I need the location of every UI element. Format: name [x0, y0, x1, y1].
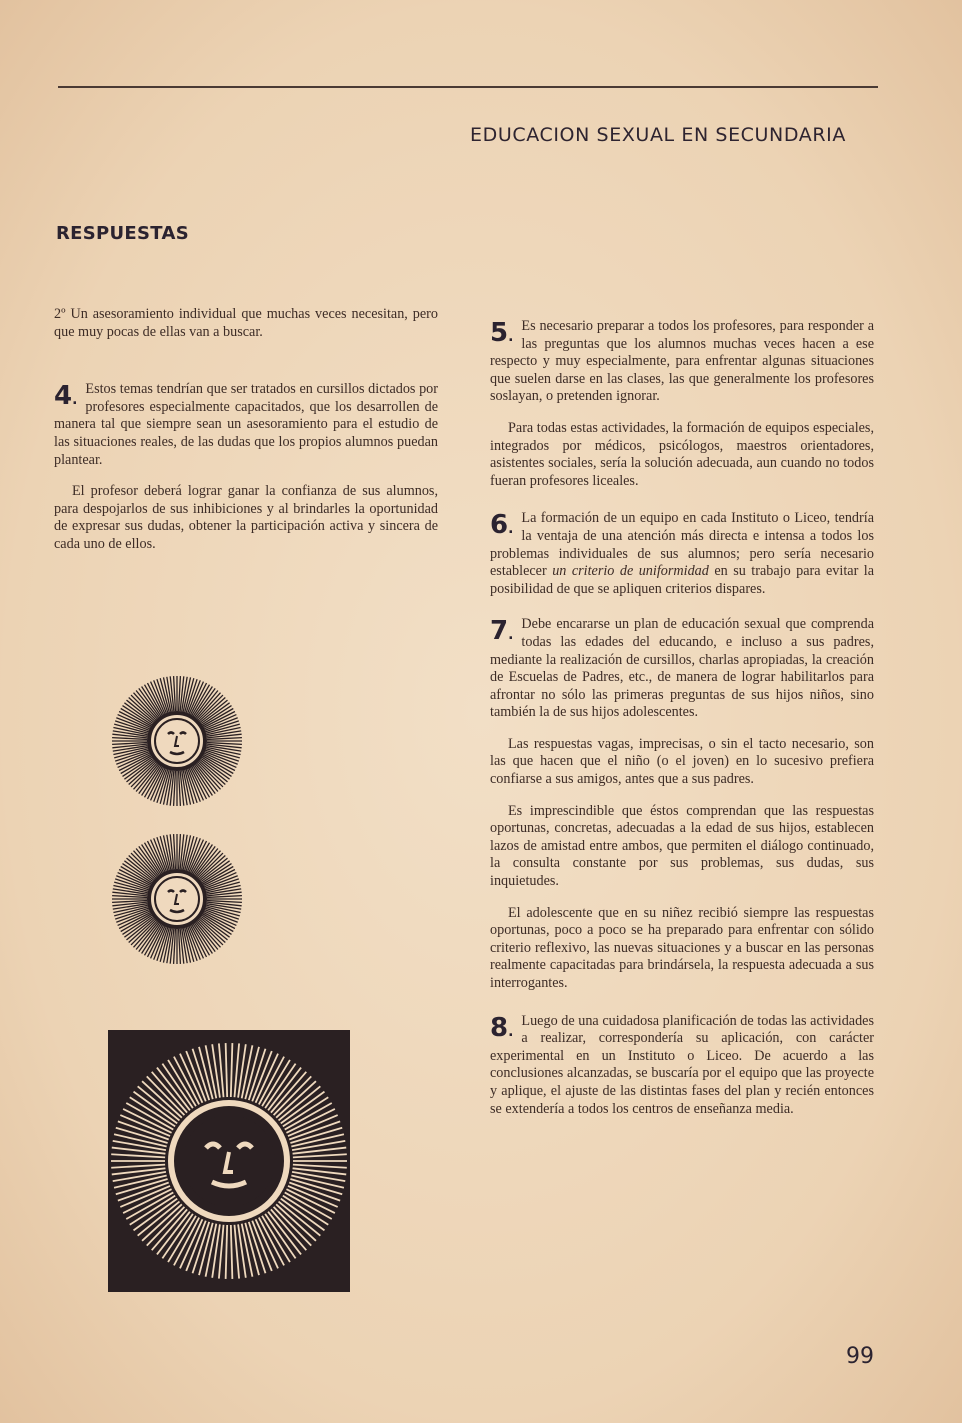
item-text: Estos temas tendrían que ser tratados en cursillos dictados por profesores especialmente capacitados, que los desarrollen de manera tal que siempre sean un asesoramiento para el estudio de las situaciones reales, de las dudas que los propios alumnos puedan plantear. [54, 381, 438, 468]
sun-face-icon [110, 832, 244, 966]
item-text: Es necesario preparar a todos los profesores, para responder a las preguntas que los alumnos muchas veces hacen a ese respecto y muy especialmente, para enfrentar algunas situaciones que suelen darse en las clases, las que generalmente los profesores soslayan, o pretenden ignorar. [490, 318, 874, 405]
item-5 [490, 318, 874, 406]
paragraph: El profesor deberá lograr ganar la confianza de sus alumnos, para despojarlos de sus inhibiciones y al brindarles la oportunidad de expresar sus dudas, obtener la participación activa y sincera de cada uno de ellos. [54, 483, 438, 552]
item-number: 5. [490, 318, 514, 348]
sun-face-block-icon [108, 1030, 350, 1292]
paragraph: Las respuestas vagas, imprecisas, o sin el tacto necesario, son las que hacen que el niño (o el joven) en lo sucesivo prefiera confiarse a sus amigos, antes que a sus padres. [490, 735, 874, 788]
item-text: La formación de un equipo en cada Instituto o Liceo, tendría la ventaja de una atención más directa e intensa a todos los problemas individuales de sus alumnos; pero sería necesario establecer [490, 510, 874, 580]
item-6 [490, 510, 874, 598]
paragraph: Para todas estas actividades, la formación de equipos especiales, integrados por médicos, psicólogos, maestros orientadores, asistentes sociales, sería la solución adecuada, aun cuando no todos fueran profesores liceales. [490, 419, 874, 489]
paragraph: El adolescente que en su niñez recibió siempre las respuestas oportunas, poco a poco se ha preparado para enfrentar con sólido criterio reflexivo, las nuevas situaciones y a buscar en las personas realmente capacitadas para brindársela, la respuesta adecuada a sus interrogantes. [490, 904, 874, 991]
item-text: Luego de una cuidadosa planificación de todas las actividades a realizar, correspondería su aplicación, con carácter experimental en un Instituto o Liceo. De acuerdo a las conclusiones alcanzadas, se buscaría por el equipo que las proyecte y aplique, el ajuste de las distintas fases del plan y recién entonces se extendería a todos los centros de enseñanza media. [490, 1012, 874, 1117]
right-column [490, 318, 874, 1132]
item-number: 6. [490, 510, 514, 541]
item-text: Debe encararse un plan de educación sexual que comprenda todas las edades del educando, e incluso a sus padres, mediante la realización de cursillos, charlas apropiadas, la creación de Escuelas de Padres, etc., de manera de lograr habilitarlos para afrontar no sólo las primeras preguntas de sus hijos niños, sino también la de sus hijos adolescentes. [490, 616, 874, 721]
paragraph: Es imprescindible que éstos comprendan que las respuestas oportunas, concretas, adecuadas a la edad de sus hijos, establecen lazos de amistad entre ambos, que permiten el diálogo continuado, la consulta constante por sus problemas, sus dudas, sus inquietudes. [490, 802, 874, 890]
item-number: 7. [490, 616, 514, 647]
item-4 [54, 381, 438, 469]
page-number: 99 [846, 1344, 874, 1369]
page-heading: RESPUESTAS [56, 223, 189, 244]
top-rule [58, 86, 878, 88]
left-column [54, 306, 438, 568]
sun-face-icon [110, 674, 244, 808]
item-number: 4. [54, 381, 78, 412]
item-text-italic: un criterio de uniformidad [552, 563, 709, 580]
section-title: EDUCACION SEXUAL EN SECUNDARIA [470, 124, 846, 146]
item-text: en su trabajo para evitar la posibilidad de que se apliquen criterios dispares. [490, 563, 875, 597]
item-number: 8. [490, 1012, 514, 1043]
item-8 [490, 1013, 874, 1119]
paragraph-2: 2º Un asesoramiento individual que muchas veces necesitan, pero que muy pocas de ellas van a buscar. [54, 306, 438, 340]
item-7 [490, 616, 874, 722]
